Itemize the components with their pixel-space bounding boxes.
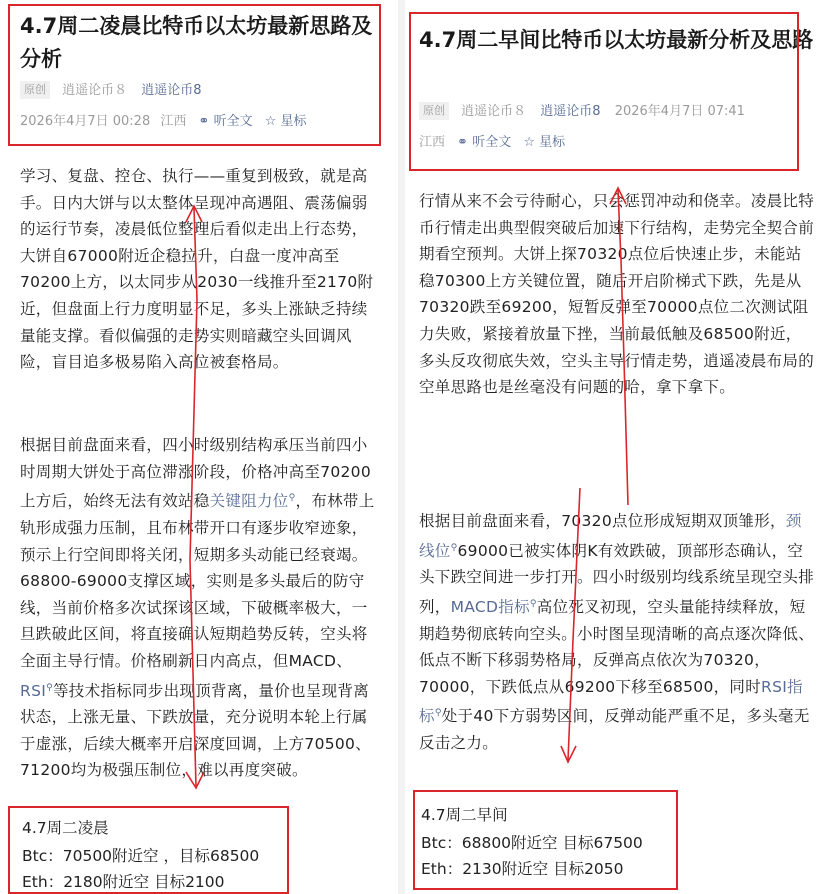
star-label: 星标 xyxy=(539,135,566,150)
keyword-link[interactable]: RSI指标 xyxy=(419,677,803,726)
keyword-link[interactable]: MACD指标 xyxy=(450,598,530,617)
paragraph-2-text-a: 根据目前盘面来看，四小时级别结构承压当前四小时周期大饼处于高位滞涨阶段，价格冲高至70200上方后，始终无法有效站稳 xyxy=(20,436,372,511)
account-link[interactable]: 逍遥论币8 xyxy=(540,104,601,119)
headphones-icon: ⚭ xyxy=(198,114,210,129)
article-title[interactable]: 4.7周二早间比特币以太坊最新分析及思路 xyxy=(419,28,814,52)
search-icon: ⚲ xyxy=(46,682,53,693)
search-icon: ⚲ xyxy=(434,708,442,719)
paragraph-2-text-c: 高位死叉初现，空头量能持续释放，短期趋势彻底转向空头。小时图呈现清晰的高点逐次降低、低点不断下移弱势格局，反弹高点依次为70320，70000，下跌低点从69200下移至68500，同时 xyxy=(419,598,815,696)
strategy-heading: 4.7周二凌晨 xyxy=(22,819,109,837)
paragraph-2-text-b: 69000已被实体阴K有效跌破，顶部形态确认，空头下跌空间进一步打开。四小时级别均线系统呈现空头排列， xyxy=(419,541,815,617)
paragraph-1: 行情从来不会亏待耐心，只会惩罚冲动和侥幸。凌晨比特币行情走出典型假突破后加速下行结构，走势完全契合前期看空预判。大饼上探70320点位后快速止步，未能站稳70300上方关键位置，随后开启阶梯式下跌，先是从70320跌至69200，短暂反弹至70000点位二次测试阻力失败，紧接着放量下挫，当前最低触及68500附近，多头反攻彻底失效，空头主导行情走势，逍遥凌晨布局的空单思路也是丝毫没有问题的哈，拿下拿下。 xyxy=(419,192,815,397)
search-icon: ⚲ xyxy=(288,493,296,504)
listen-label: 听全文 xyxy=(472,135,512,150)
annotation-box-left-header xyxy=(8,4,381,146)
paragraph-2-text-b: ，布林带上轨形成强力压制，且布林带开口有逐步收窄迹象，预示上行空间即将关闭，短期多头动能已经衰竭。68800-69000支撑区域，实则是多头最后的防守线，当前价格多次试探该区域，下破概率极大，一旦跌破此区间，将直接确认短期趋势反转，空头将全面主导行情。价格刷新日内高点，但MACD、 xyxy=(20,492,375,670)
original-badge: 原创 xyxy=(419,102,449,120)
article-title[interactable]: 4.7周二凌晨比特币以太坊最新思路及分析 xyxy=(20,14,373,71)
account-link[interactable]: 逍遥论币8 xyxy=(141,83,202,98)
annotation-box-left-strategy xyxy=(8,806,289,894)
search-icon: ⚲ xyxy=(450,542,458,553)
author-name[interactable]: 逍遥论币８ xyxy=(62,83,128,98)
annotation-box-right-strategy xyxy=(413,790,678,890)
location: 江西 xyxy=(160,114,187,129)
annotation-box-right-header xyxy=(409,12,799,171)
original-badge: 原创 xyxy=(20,81,50,99)
star-icon: ☆ xyxy=(264,114,277,129)
search-icon: ⚲ xyxy=(529,598,537,609)
listen-label: 听全文 xyxy=(213,114,253,129)
paragraph-2-text-d: 处于40下方弱势区间，反弹动能严重不足，多头毫无反击之力。 xyxy=(419,707,810,753)
star-label: 星标 xyxy=(280,114,307,129)
keyword-link[interactable]: 颈线位 xyxy=(419,512,802,560)
paragraph-2-text-a: 根据目前盘面来看，70320点位形成短期双顶雏形， xyxy=(419,512,786,530)
author-name[interactable]: 逍遥论币８ xyxy=(461,104,527,119)
strategy-eth: Eth：2180附近空 目标2100 xyxy=(22,873,225,891)
strategy-eth: Eth：2130附近空 目标2050 xyxy=(421,860,624,878)
headphones-icon: ⚭ xyxy=(457,135,469,150)
keyword-link[interactable]: 关键阻力位 xyxy=(209,492,289,511)
publish-date: 2026年4月7日 07:41 xyxy=(614,104,745,119)
paragraph-1: 学习、复盘、控仓、执行——重复到极致，就是高手。日内大饼与以太整体呈现冲高遇阻、震荡偏弱的运行节奏，凌晨低位整理后看似走出上行态势，大饼自67000附近企稳拉升，白盘一度冲高至70200上方，以太同步从2030一线推升至2170附近，但盘面上行力度明显不足，多头上涨缺乏持续量能支撑。看似偏强的走势实则暗藏空头回调风险，盲目追多极易陷入高位被套格局。 xyxy=(20,167,374,372)
strategy-btc: Btc：68800附近空 目标67500 xyxy=(421,834,643,852)
keyword-link[interactable]: RSI xyxy=(20,681,47,700)
publish-date: 2026年4月7日 00:28 xyxy=(20,114,151,129)
strategy-heading: 4.7周二早间 xyxy=(421,806,508,824)
star-icon: ☆ xyxy=(523,135,536,150)
paragraph-2 xyxy=(20,432,382,784)
paragraph-2-text-c: 等技术指标同步出现顶背离，量价也呈现背离状态，上涨无量、下跌放量，充分说明本轮上行属于虚涨，后续大概率开启深度回调，上方70500、71200均为极强压制位，难以再度突破。 xyxy=(20,681,372,780)
location: 江西 xyxy=(419,135,446,150)
strategy-btc: Btc：70500附近空 ，目标68500 xyxy=(22,847,260,865)
paragraph-2 xyxy=(419,508,815,757)
